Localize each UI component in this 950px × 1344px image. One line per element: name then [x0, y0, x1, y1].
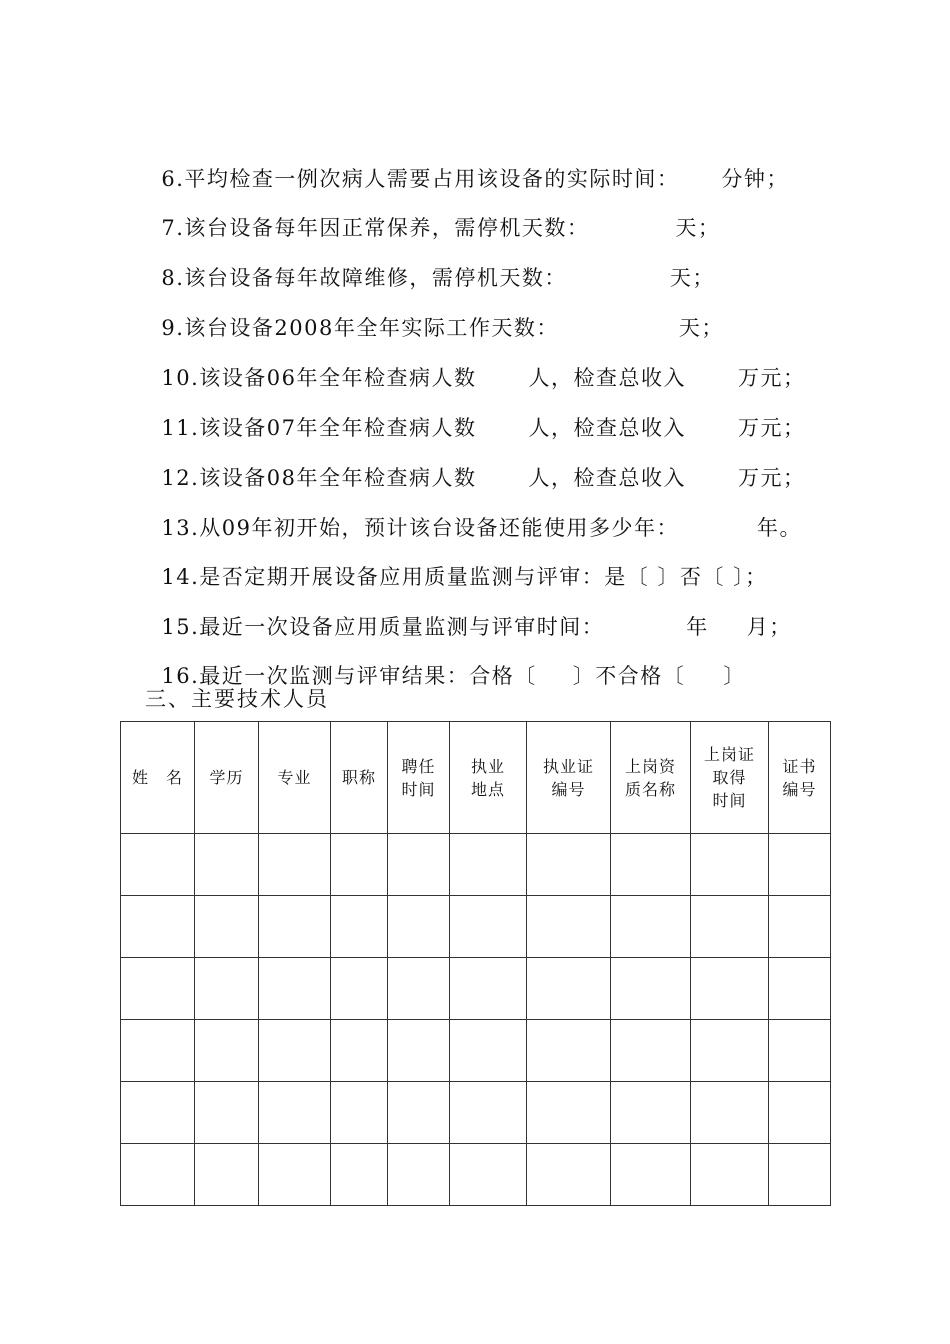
table-cell[interactable] — [611, 834, 691, 896]
question-15 — [145, 588, 792, 640]
q8-text: 8.该台设备每年故障维修，需停机天数： — [161, 266, 567, 290]
table-cell[interactable] — [121, 1082, 195, 1144]
column-header — [611, 722, 691, 834]
question-12 — [145, 439, 805, 491]
table-cell[interactable] — [527, 896, 611, 958]
table-cell[interactable] — [388, 1020, 450, 1082]
staff-table — [120, 721, 831, 1206]
q11-unit: 万元； — [737, 416, 806, 440]
table-cell[interactable] — [388, 1082, 450, 1144]
table-cell[interactable] — [121, 834, 195, 896]
question-13 — [145, 489, 802, 541]
table-cell[interactable] — [450, 834, 527, 896]
column-header — [450, 722, 527, 834]
table-cell[interactable] — [527, 1082, 611, 1144]
column-header — [259, 722, 331, 834]
table-row — [121, 1020, 831, 1082]
table-cell[interactable] — [259, 1020, 331, 1082]
q11-mid: 人，检查总收入 — [528, 416, 686, 440]
table-cell[interactable] — [769, 896, 831, 958]
column-header — [331, 722, 388, 834]
column-header-line: 编号 — [551, 779, 586, 799]
question-8 — [145, 239, 715, 291]
column-header — [769, 722, 831, 834]
table-cell[interactable] — [691, 958, 769, 1020]
table-row — [121, 958, 831, 1020]
q9-unit: 天； — [678, 316, 724, 340]
column-header-line: 上岗证 — [703, 745, 755, 764]
q10-unit: 万元； — [737, 366, 806, 390]
q10-text: 10.该设备06年全年检查病人数 — [161, 366, 477, 390]
q6-text: 6.平均检查一例次病人需要占用该设备的实际时间： — [161, 167, 680, 191]
table-cell[interactable] — [259, 896, 331, 958]
table-cell[interactable] — [259, 1082, 331, 1144]
table-row — [121, 896, 831, 958]
table-cell[interactable] — [331, 1144, 388, 1206]
section-title: 三、主要技术人员 — [145, 687, 329, 711]
question-6 — [145, 140, 789, 192]
table-cell[interactable] — [527, 834, 611, 896]
table-cell[interactable] — [611, 958, 691, 1020]
question-9 — [145, 289, 724, 341]
q12-mid: 人，检查总收入 — [528, 466, 686, 490]
column-header-line: 时间 — [401, 779, 436, 799]
table-row — [121, 1144, 831, 1206]
table-body — [121, 834, 831, 1206]
table-cell[interactable] — [195, 834, 259, 896]
table-cell[interactable] — [611, 896, 691, 958]
table-cell[interactable] — [691, 834, 769, 896]
table-cell[interactable] — [195, 958, 259, 1020]
column-header-line: 执业 — [470, 756, 505, 776]
table-cell[interactable] — [691, 896, 769, 958]
column-header-line: 职称 — [341, 768, 376, 787]
q13-unit: 年。 — [756, 516, 802, 540]
table-cell[interactable] — [450, 896, 527, 958]
table-cell[interactable] — [450, 1020, 527, 1082]
table-header-row — [121, 722, 831, 834]
table-cell[interactable] — [388, 834, 450, 896]
column-header-line: 质名称 — [624, 779, 676, 799]
column-header-line: 执业证 — [542, 756, 594, 776]
q12-text: 12.该设备08年全年检查病人数 — [161, 466, 477, 490]
table-cell[interactable] — [769, 834, 831, 896]
table-cell[interactable] — [611, 1144, 691, 1206]
column-header — [691, 722, 769, 834]
table-cell[interactable] — [450, 1144, 527, 1206]
table-cell[interactable] — [259, 958, 331, 1020]
table-cell[interactable] — [331, 1020, 388, 1082]
table-cell[interactable] — [259, 1144, 331, 1206]
table-cell[interactable] — [527, 1144, 611, 1206]
q16-text: 16.最近一次监测与评审结果：合格〔 — [161, 664, 537, 688]
question-11 — [145, 389, 805, 441]
table-cell[interactable] — [769, 1020, 831, 1082]
table-cell[interactable] — [331, 958, 388, 1020]
table-cell[interactable] — [121, 1020, 195, 1082]
table-cell[interactable] — [121, 896, 195, 958]
table-row — [121, 834, 831, 896]
table-cell[interactable] — [195, 896, 259, 958]
table-cell[interactable] — [388, 896, 450, 958]
q16-end: 〕 — [723, 664, 746, 688]
table-cell[interactable] — [195, 1144, 259, 1206]
column-header-line: 时间 — [712, 791, 747, 810]
column-header — [195, 722, 259, 834]
table-cell[interactable] — [527, 958, 611, 1020]
column-header — [388, 722, 450, 834]
table-cell[interactable] — [769, 958, 831, 1020]
q15-text: 15.最近一次设备应用质量监测与评审时间： — [161, 615, 605, 639]
question-16 — [145, 637, 746, 689]
table-cell[interactable] — [331, 896, 388, 958]
table-cell[interactable] — [450, 1082, 527, 1144]
q8-unit: 天； — [669, 266, 715, 290]
column-header-line: 编号 — [782, 779, 817, 799]
column-header-line: 姓 名 — [131, 768, 183, 787]
table-cell[interactable] — [121, 1144, 195, 1206]
q10-mid: 人，检查总收入 — [528, 366, 686, 390]
table-cell[interactable] — [527, 1020, 611, 1082]
q15-year: 年 — [686, 615, 709, 639]
q13-text: 13.从09年初开始，预计该台设备还能使用多少年： — [161, 516, 679, 540]
q7-text: 7.该台设备每年因正常保养，需停机天数： — [161, 216, 590, 240]
q9-text: 9.该台设备2008年全年实际工作天数： — [161, 316, 559, 340]
q7-unit: 天； — [675, 216, 721, 240]
column-header-line: 地点 — [470, 779, 505, 799]
table-cell[interactable] — [691, 1020, 769, 1082]
table-cell[interactable] — [450, 958, 527, 1020]
table-cell[interactable] — [611, 1020, 691, 1082]
table-cell[interactable] — [691, 1082, 769, 1144]
column-header-line: 取得 — [712, 768, 747, 787]
table-cell[interactable] — [388, 958, 450, 1020]
q15-month: 月； — [746, 615, 792, 639]
column-header-line: 聘任 — [401, 756, 436, 776]
question-7 — [145, 189, 720, 241]
table-cell[interactable] — [769, 1144, 831, 1206]
column-header-line: 专业 — [277, 768, 312, 787]
table-cell[interactable] — [331, 1082, 388, 1144]
table-cell[interactable] — [388, 1144, 450, 1206]
question-14 — [145, 538, 768, 590]
table-cell[interactable] — [121, 958, 195, 1020]
q11-text: 11.该设备07年全年检查病人数 — [161, 416, 477, 440]
table-cell[interactable] — [331, 834, 388, 896]
column-header-line: 学历 — [209, 768, 244, 787]
q14-text: 14.是否定期开展设备应用质量监测与评审：是〔 〕否〔 〕； — [161, 565, 768, 589]
table-cell[interactable] — [195, 1082, 259, 1144]
table-cell[interactable] — [769, 1082, 831, 1144]
question-10 — [145, 339, 805, 391]
q16-mid: 〕不合格〔 — [572, 664, 686, 688]
table-cell[interactable] — [259, 834, 331, 896]
table-cell[interactable] — [691, 1144, 769, 1206]
table-cell[interactable] — [611, 1082, 691, 1144]
table-row — [121, 1082, 831, 1144]
column-header — [121, 722, 195, 834]
column-header-line: 上岗资 — [624, 756, 676, 776]
column-header — [527, 722, 611, 834]
table-cell[interactable] — [195, 1020, 259, 1082]
q12-unit: 万元； — [737, 466, 806, 490]
column-header-line: 证书 — [782, 756, 817, 776]
q6-unit: 分钟； — [721, 167, 789, 191]
